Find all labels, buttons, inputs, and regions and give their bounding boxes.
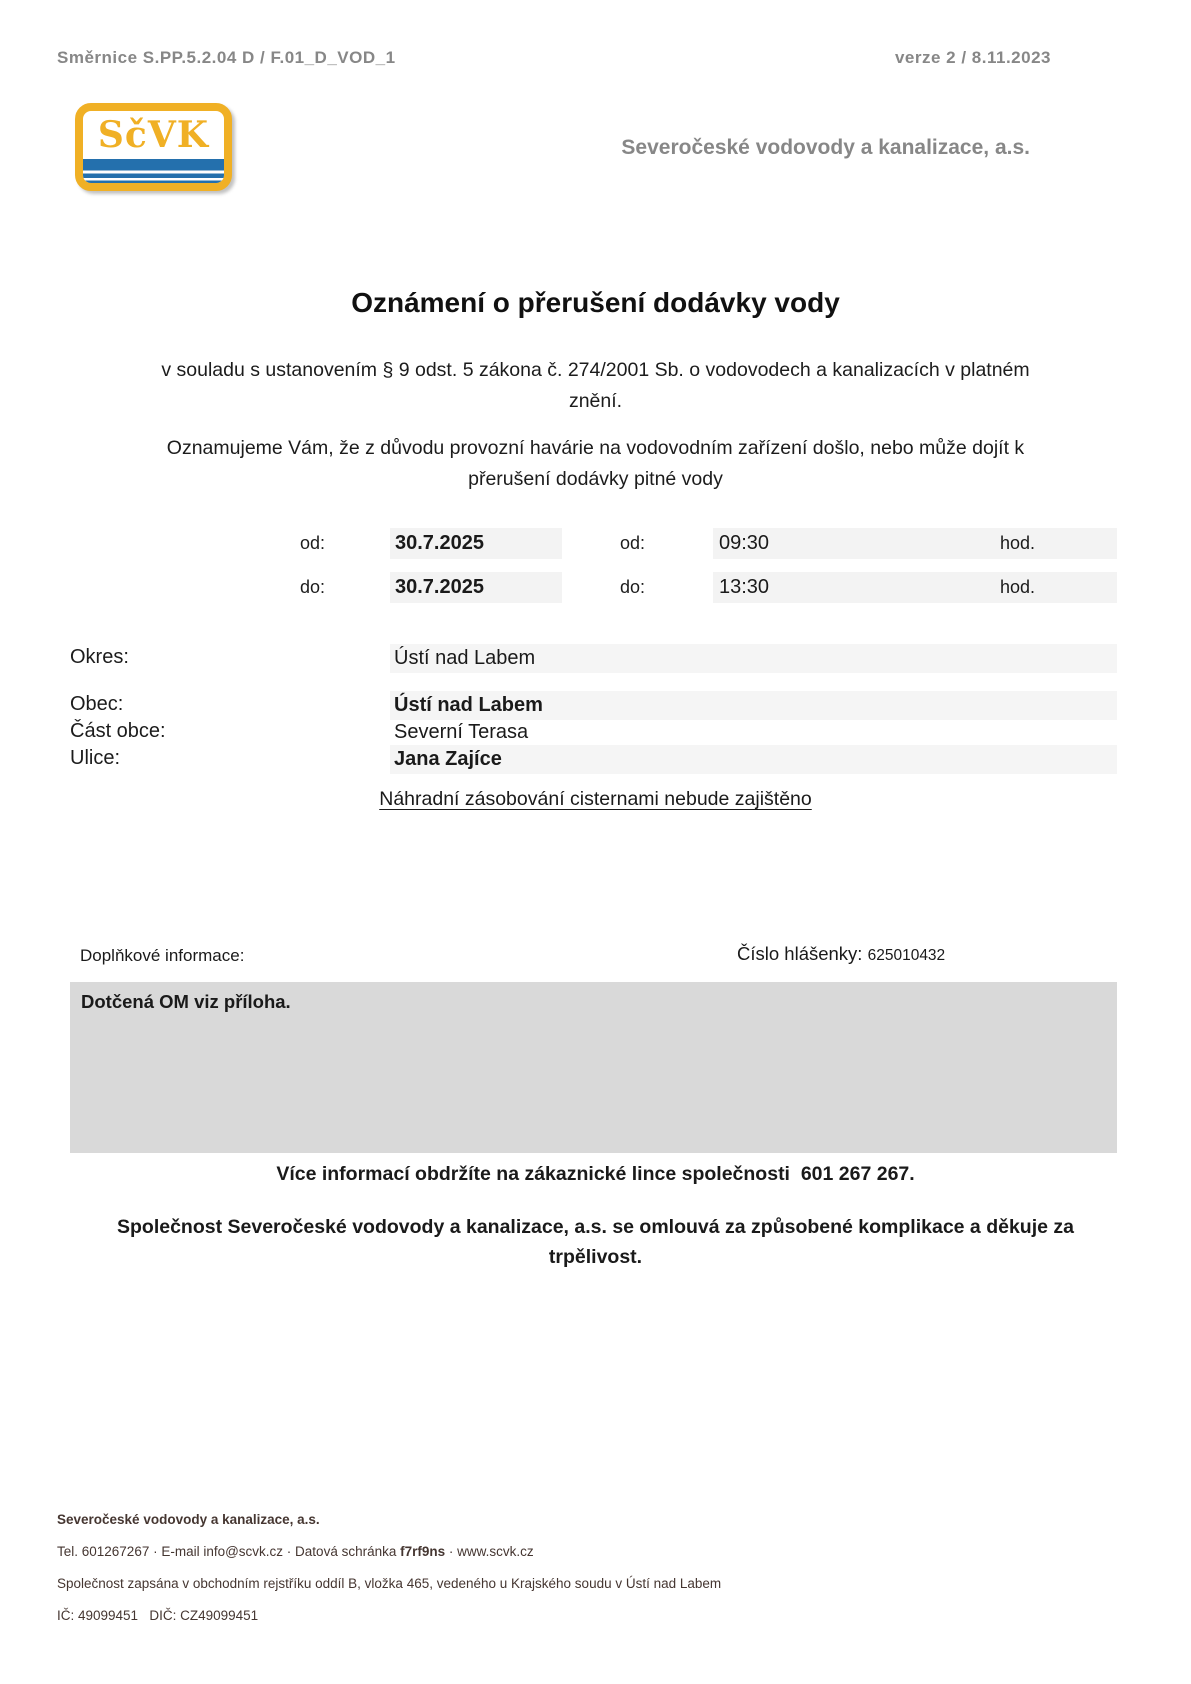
- district-field: [390, 644, 1117, 673]
- street-field: [390, 745, 1117, 774]
- additional-info-content: Dotčená OM viz příloha.: [81, 991, 291, 1012]
- time-from-value: 09:30: [719, 532, 770, 554]
- directive-reference: Směrnice S.PP.5.2.04 D / F.01_D_VOD_1: [57, 48, 396, 67]
- additional-info-label: Doplňkové informace:: [80, 946, 245, 965]
- town-part-label: Část obce:: [70, 720, 166, 742]
- street-label: Ulice:: [70, 747, 121, 769]
- additional-info-box: [70, 982, 1117, 1153]
- town-part-field: [390, 718, 1117, 747]
- time-to-value: 13:30: [719, 576, 770, 598]
- footer-contact-pre: Tel. 601267267 · E-mail info@scvk.cz · Datová schránka: [57, 1544, 401, 1559]
- footer-company-ids: IČ: 49099451 DIČ: CZ49099451: [57, 1608, 259, 1623]
- footer-company-name: Severočeské vodovody a kanalizace, a.s.: [57, 1512, 320, 1527]
- report-number-value: 625010432: [867, 947, 946, 964]
- date-from-value: 30.7.2025: [395, 532, 484, 554]
- time-to-field: [713, 572, 1117, 603]
- footer-contact-post: · www.scvk.cz: [445, 1544, 534, 1559]
- municipality-field: [390, 691, 1117, 720]
- document-footer: [57, 1512, 1134, 1640]
- date-from-field: [390, 528, 562, 559]
- street-value: Jana Zajíce: [394, 748, 502, 770]
- company-name: Severočeské vodovody a kanalizace, a.s.: [621, 136, 1030, 159]
- date-to-field: [390, 572, 562, 603]
- municipality-value: Ústí nad Labem: [394, 694, 543, 716]
- district-label: Okres:: [70, 646, 129, 668]
- scvk-logo-stripes: [83, 159, 224, 191]
- scvk-logo: [75, 103, 232, 191]
- substitute-supply-note: Náhradní zásobování cisternami nebude zajištěno: [379, 788, 812, 810]
- hour-suffix-from: hod.: [1000, 533, 1036, 553]
- report-number-line: [737, 943, 945, 965]
- scvk-logo-text: SčVK: [97, 114, 210, 156]
- document-header: [57, 48, 1051, 68]
- municipality-label: Obec:: [70, 693, 124, 715]
- time-from-label: od:: [620, 533, 646, 553]
- time-from-field: [713, 528, 1117, 559]
- version-date: verze 2 / 8.11.2023: [894, 48, 1051, 67]
- customer-line-info: Více informací obdržíte na zákaznické lince společnosti 601 267 267.: [276, 1163, 915, 1185]
- footer-contact-line: [57, 1544, 1134, 1559]
- time-to-label: do:: [620, 577, 646, 597]
- hour-suffix-to: hod.: [1000, 577, 1036, 597]
- date-to-value: 30.7.2025: [395, 576, 484, 598]
- apology-text: Společnost Severočeské vodovody a kanalizace, a.s. se omlouvá za způsobené komplikace a děkuje za trpělivost.: [117, 1216, 1074, 1268]
- footer-registration: Společnost zapsána v obchodním rejstříku oddíl B, vložka 465, vedeného u Krajského soudu v Ústí nad Labem: [57, 1576, 722, 1591]
- legal-paragraph: v souladu s ustanovením § 9 odst. 5 zákona č. 274/2001 Sb. o vodovodech a kanalizacích v platném znění.: [161, 359, 1030, 412]
- footer-databox-id: f7rf9ns: [400, 1544, 446, 1559]
- date-from-label: od:: [300, 533, 326, 553]
- notice-title: Oznámení o přerušení dodávky vody: [351, 287, 840, 318]
- report-number-label: Číslo hlášenky:: [737, 943, 868, 964]
- town-part-value: Severní Terasa: [394, 721, 529, 743]
- announcement-paragraph: Oznamujeme Vám, že z důvodu provozní havárie na vodovodním zařízení došlo, nebo může dojít k přerušení dodávky pitné vody: [166, 437, 1025, 490]
- date-to-label: do:: [300, 577, 326, 597]
- district-value: Ústí nad Labem: [394, 647, 536, 669]
